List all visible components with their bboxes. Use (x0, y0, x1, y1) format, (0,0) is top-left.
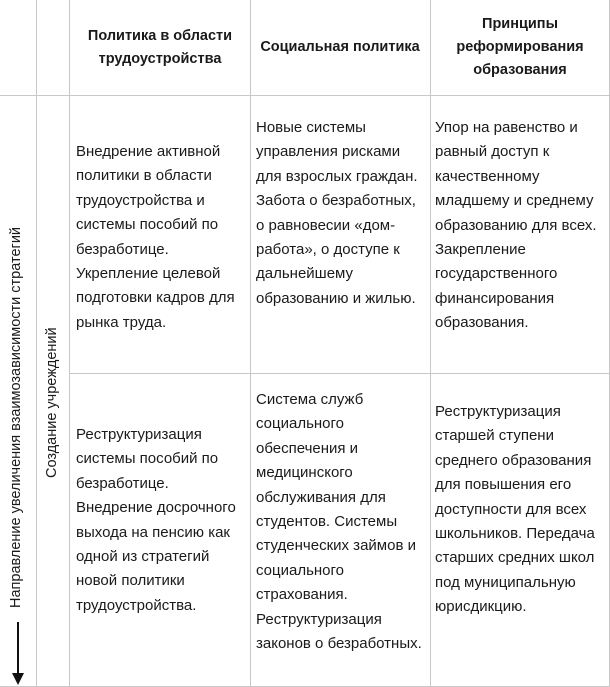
grid-line (36, 0, 37, 687)
direction-arrow-head (12, 673, 24, 685)
grid-line (430, 0, 431, 687)
cell-row1-social: Новые системы управления рисками для взрослых граждан. Забота о безработных, о равновесии «дом-работа», о доступе к дальнейшему образованию и жилью. (256, 119, 418, 307)
header-text: Социальная политика (260, 39, 420, 55)
cell-row2-social: Система служб социального обеспечения и медицинского обслуживания для студентов. Системы студенческих займов и социального страхования. Реструктуризация законов о безработных. (256, 391, 422, 653)
direction-arrow (17, 622, 19, 674)
grid-line (250, 0, 251, 687)
cell-row2-employment: Реструктуризация системы пособий по безработице. Внедрение досрочного выхода на пенсию как одной из стратегий новой политики трудоустройства. (76, 426, 236, 614)
grid-line (69, 373, 610, 374)
grid-line (0, 95, 610, 96)
cell-row2-education: Реструктуризация старшей ступени среднего образования для повышения его доступности для всех школьников. Передача старших средних школ под муниципальную юрисдикцию. (435, 403, 595, 616)
side-label: Направление увеличения взаимозависимости стратегий (8, 226, 24, 608)
header-education-reform (440, 0, 600, 95)
header-social-policy (260, 0, 420, 95)
header-text: Политика в области трудоустройства (87, 27, 233, 67)
header-text: Принципы реформирования образования (456, 16, 584, 78)
header-employment-policy (74, 0, 246, 95)
row-label: Создание учреждений (44, 327, 60, 478)
cell-row1-education: Упор на равенство и равный доступ к качественному младшему и среднему образованию для всех. Закрепление государственного финансирования образования. (435, 119, 597, 332)
cell-row1-employment: Внедрение активной политики в области трудоустройства и системы пособий по безработице. Укрепление целевой подготовки кадров для рынка труда. (76, 143, 235, 331)
grid-line (69, 0, 70, 687)
